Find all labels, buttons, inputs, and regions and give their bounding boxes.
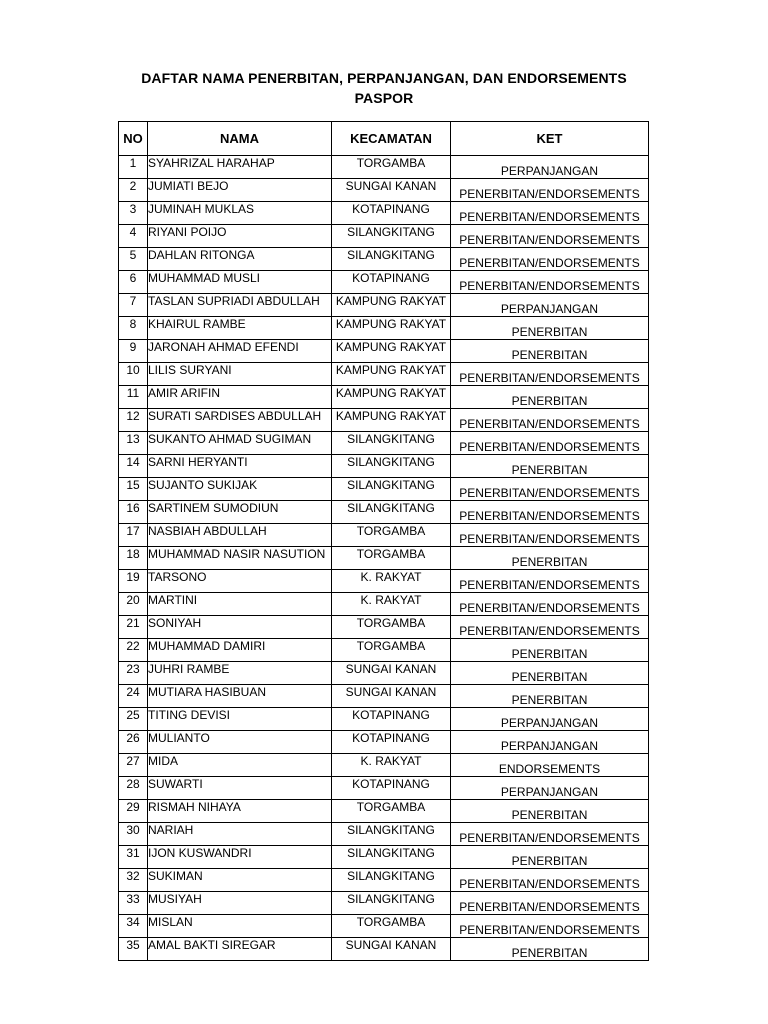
cell-kecamatan: SILANGKITANG [332, 432, 451, 455]
cell-kecamatan: SUNGAI KANAN [332, 662, 451, 685]
cell-kecamatan: KOTAPINANG [332, 777, 451, 800]
cell-ket: PENERBITAN/ENDORSEMENTS [451, 892, 649, 915]
cell-nama: RISMAH NIHAYA [148, 800, 332, 823]
cell-no: 32 [119, 869, 148, 892]
cell-nama: SONIYAH [148, 616, 332, 639]
cell-kecamatan: SILANGKITANG [332, 455, 451, 478]
cell-nama: MUHAMMAD MUSLI [148, 271, 332, 294]
cell-no: 21 [119, 616, 148, 639]
cell-kecamatan: KOTAPINANG [332, 271, 451, 294]
cell-kecamatan: K. RAKYAT [332, 593, 451, 616]
table-row [119, 662, 649, 685]
cell-kecamatan: KOTAPINANG [332, 708, 451, 731]
table-row [119, 846, 649, 869]
header-no: NO [119, 122, 148, 156]
cell-kecamatan: TORGAMBA [332, 547, 451, 570]
cell-ket: PENERBITAN [451, 639, 649, 662]
cell-nama: NARIAH [148, 823, 332, 846]
cell-no: 4 [119, 225, 148, 248]
table-row [119, 478, 649, 501]
cell-kecamatan: SILANGKITANG [332, 823, 451, 846]
cell-no: 7 [119, 294, 148, 317]
cell-ket: PERPANJANGAN [451, 156, 649, 179]
table-row [119, 892, 649, 915]
table-row [119, 639, 649, 662]
cell-ket: ENDORSEMENTS [451, 754, 649, 777]
cell-no: 6 [119, 271, 148, 294]
table-row [119, 708, 649, 731]
table-row [119, 409, 649, 432]
document-title [118, 68, 650, 108]
cell-nama: MARTINI [148, 593, 332, 616]
cell-no: 22 [119, 639, 148, 662]
table-row [119, 570, 649, 593]
cell-no: 15 [119, 478, 148, 501]
header-kecamatan: KECAMATAN [332, 122, 451, 156]
table-body [119, 156, 649, 961]
cell-ket: PENERBITAN/ENDORSEMENTS [451, 823, 649, 846]
cell-nama: MIDA [148, 754, 332, 777]
cell-nama: NASBIAH ABDULLAH [148, 524, 332, 547]
table-row [119, 731, 649, 754]
cell-nama: SARTINEM SUMODIUN [148, 501, 332, 524]
cell-ket: PENERBITAN [451, 938, 649, 961]
cell-no: 9 [119, 340, 148, 363]
cell-kecamatan: SILANGKITANG [332, 892, 451, 915]
cell-kecamatan: SILANGKITANG [332, 869, 451, 892]
cell-nama: TASLAN SUPRIADI ABDULLAH [148, 294, 332, 317]
table-row [119, 202, 649, 225]
cell-nama: RIYANI POIJO [148, 225, 332, 248]
cell-no: 33 [119, 892, 148, 915]
passport-roster-table [118, 121, 649, 961]
cell-no: 17 [119, 524, 148, 547]
table-row [119, 455, 649, 478]
cell-kecamatan: SILANGKITANG [332, 846, 451, 869]
cell-kecamatan: SILANGKITANG [332, 501, 451, 524]
table-row [119, 248, 649, 271]
cell-kecamatan: SUNGAI KANAN [332, 685, 451, 708]
cell-kecamatan: TORGAMBA [332, 524, 451, 547]
cell-no: 10 [119, 363, 148, 386]
cell-ket: PENERBITAN/ENDORSEMENTS [451, 478, 649, 501]
cell-nama: AMIR ARIFIN [148, 386, 332, 409]
cell-kecamatan: KAMPUNG RAKYAT [332, 340, 451, 363]
cell-ket: PENERBITAN/ENDORSEMENTS [451, 409, 649, 432]
cell-ket: PENERBITAN/ENDORSEMENTS [451, 179, 649, 202]
cell-nama: JUMIATI BEJO [148, 179, 332, 202]
cell-no: 31 [119, 846, 148, 869]
table-row [119, 386, 649, 409]
cell-no: 23 [119, 662, 148, 685]
cell-no: 5 [119, 248, 148, 271]
table-row [119, 432, 649, 455]
cell-nama: SUWARTI [148, 777, 332, 800]
table-row [119, 340, 649, 363]
cell-no: 19 [119, 570, 148, 593]
cell-nama: SYAHRIZAL HARAHAP [148, 156, 332, 179]
cell-kecamatan: KAMPUNG RAKYAT [332, 363, 451, 386]
cell-no: 11 [119, 386, 148, 409]
cell-kecamatan: TORGAMBA [332, 616, 451, 639]
cell-ket: PENERBITAN/ENDORSEMENTS [451, 271, 649, 294]
table-row [119, 294, 649, 317]
cell-ket: PENERBITAN/ENDORSEMENTS [451, 501, 649, 524]
cell-no: 2 [119, 179, 148, 202]
cell-kecamatan: KAMPUNG RAKYAT [332, 294, 451, 317]
cell-kecamatan: KAMPUNG RAKYAT [332, 409, 451, 432]
cell-ket: PERPANJANGAN [451, 777, 649, 800]
header-ket: KET [451, 122, 649, 156]
cell-ket: PENERBITAN [451, 547, 649, 570]
cell-ket: PENERBITAN/ENDORSEMENTS [451, 869, 649, 892]
table-row [119, 938, 649, 961]
table-row [119, 800, 649, 823]
cell-ket: PERPANJANGAN [451, 731, 649, 754]
cell-ket: PENERBITAN/ENDORSEMENTS [451, 363, 649, 386]
cell-ket: PERPANJANGAN [451, 708, 649, 731]
document-title-line-1: DAFTAR NAMA PENERBITAN, PERPANJANGAN, DAN ENDORSEMENTS [141, 70, 627, 86]
cell-kecamatan: SILANGKITANG [332, 225, 451, 248]
table-row [119, 616, 649, 639]
cell-kecamatan: SUNGAI KANAN [332, 179, 451, 202]
cell-ket: PENERBITAN [451, 846, 649, 869]
cell-nama: MULIANTO [148, 731, 332, 754]
cell-no: 13 [119, 432, 148, 455]
cell-no: 27 [119, 754, 148, 777]
cell-kecamatan: SUNGAI KANAN [332, 938, 451, 961]
table-row [119, 869, 649, 892]
cell-kecamatan: TORGAMBA [332, 915, 451, 938]
table-row [119, 593, 649, 616]
cell-no: 8 [119, 317, 148, 340]
table-row [119, 156, 649, 179]
table-header-row [119, 122, 649, 156]
cell-nama: TARSONO [148, 570, 332, 593]
cell-no: 1 [119, 156, 148, 179]
document-title-line-2: PASPOR [354, 90, 414, 106]
cell-nama: MUHAMMAD DAMIRI [148, 639, 332, 662]
cell-ket: PERPANJANGAN [451, 294, 649, 317]
cell-kecamatan: K. RAKYAT [332, 570, 451, 593]
cell-ket: PENERBITAN [451, 685, 649, 708]
cell-kecamatan: KAMPUNG RAKYAT [332, 386, 451, 409]
cell-nama: JUHRI RAMBE [148, 662, 332, 685]
cell-nama: SURATI SARDISES ABDULLAH [148, 409, 332, 432]
cell-kecamatan: KOTAPINANG [332, 202, 451, 225]
table-row [119, 915, 649, 938]
cell-kecamatan: SILANGKITANG [332, 478, 451, 501]
table-row [119, 823, 649, 846]
table-row [119, 179, 649, 202]
table-row [119, 754, 649, 777]
table-row [119, 363, 649, 386]
cell-no: 30 [119, 823, 148, 846]
cell-kecamatan: SILANGKITANG [332, 248, 451, 271]
cell-ket: PENERBITAN [451, 340, 649, 363]
cell-kecamatan: TORGAMBA [332, 639, 451, 662]
cell-kecamatan: KOTAPINANG [332, 731, 451, 754]
table-row [119, 501, 649, 524]
cell-nama: LILIS SURYANI [148, 363, 332, 386]
cell-nama: JUMINAH MUKLAS [148, 202, 332, 225]
cell-ket: PENERBITAN/ENDORSEMENTS [451, 248, 649, 271]
cell-nama: DAHLAN RITONGA [148, 248, 332, 271]
cell-no: 35 [119, 938, 148, 961]
cell-no: 14 [119, 455, 148, 478]
cell-ket: PENERBITAN [451, 662, 649, 685]
cell-no: 29 [119, 800, 148, 823]
table-row [119, 225, 649, 248]
cell-ket: PENERBITAN/ENDORSEMENTS [451, 524, 649, 547]
cell-no: 26 [119, 731, 148, 754]
cell-no: 12 [119, 409, 148, 432]
cell-nama: MISLAN [148, 915, 332, 938]
table-row [119, 271, 649, 294]
cell-no: 24 [119, 685, 148, 708]
cell-no: 25 [119, 708, 148, 731]
cell-ket: PENERBITAN/ENDORSEMENTS [451, 225, 649, 248]
cell-kecamatan: K. RAKYAT [332, 754, 451, 777]
cell-ket: PENERBITAN [451, 317, 649, 340]
cell-no: 18 [119, 547, 148, 570]
table-row [119, 524, 649, 547]
cell-no: 3 [119, 202, 148, 225]
cell-ket: PENERBITAN/ENDORSEMENTS [451, 202, 649, 225]
cell-ket: PENERBITAN [451, 386, 649, 409]
cell-nama: KHAIRUL RAMBE [148, 317, 332, 340]
cell-ket: PENERBITAN/ENDORSEMENTS [451, 616, 649, 639]
table-row [119, 547, 649, 570]
cell-no: 34 [119, 915, 148, 938]
cell-nama: MUTIARA HASIBUAN [148, 685, 332, 708]
cell-nama: SARNI HERYANTI [148, 455, 332, 478]
cell-ket: PENERBITAN/ENDORSEMENTS [451, 593, 649, 616]
cell-no: 16 [119, 501, 148, 524]
table-row [119, 777, 649, 800]
cell-ket: PENERBITAN/ENDORSEMENTS [451, 570, 649, 593]
cell-nama: SUJANTO SUKIJAK [148, 478, 332, 501]
cell-nama: MUSIYAH [148, 892, 332, 915]
cell-nama: SUKANTO AHMAD SUGIMAN [148, 432, 332, 455]
cell-ket: PENERBITAN [451, 800, 649, 823]
cell-kecamatan: TORGAMBA [332, 156, 451, 179]
cell-ket: PENERBITAN/ENDORSEMENTS [451, 915, 649, 938]
cell-kecamatan: TORGAMBA [332, 800, 451, 823]
cell-nama: AMAL BAKTI SIREGAR [148, 938, 332, 961]
cell-ket: PENERBITAN/ENDORSEMENTS [451, 432, 649, 455]
cell-nama: SUKIMAN [148, 869, 332, 892]
cell-no: 28 [119, 777, 148, 800]
header-nama: NAMA [148, 122, 332, 156]
cell-nama: JARONAH AHMAD EFENDI [148, 340, 332, 363]
cell-nama: IJON KUSWANDRI [148, 846, 332, 869]
table-row [119, 685, 649, 708]
cell-no: 20 [119, 593, 148, 616]
cell-ket: PENERBITAN [451, 455, 649, 478]
cell-nama: TITING DEVISI [148, 708, 332, 731]
cell-nama: MUHAMMAD NASIR NASUTION [148, 547, 332, 570]
cell-kecamatan: KAMPUNG RAKYAT [332, 317, 451, 340]
table-row [119, 317, 649, 340]
